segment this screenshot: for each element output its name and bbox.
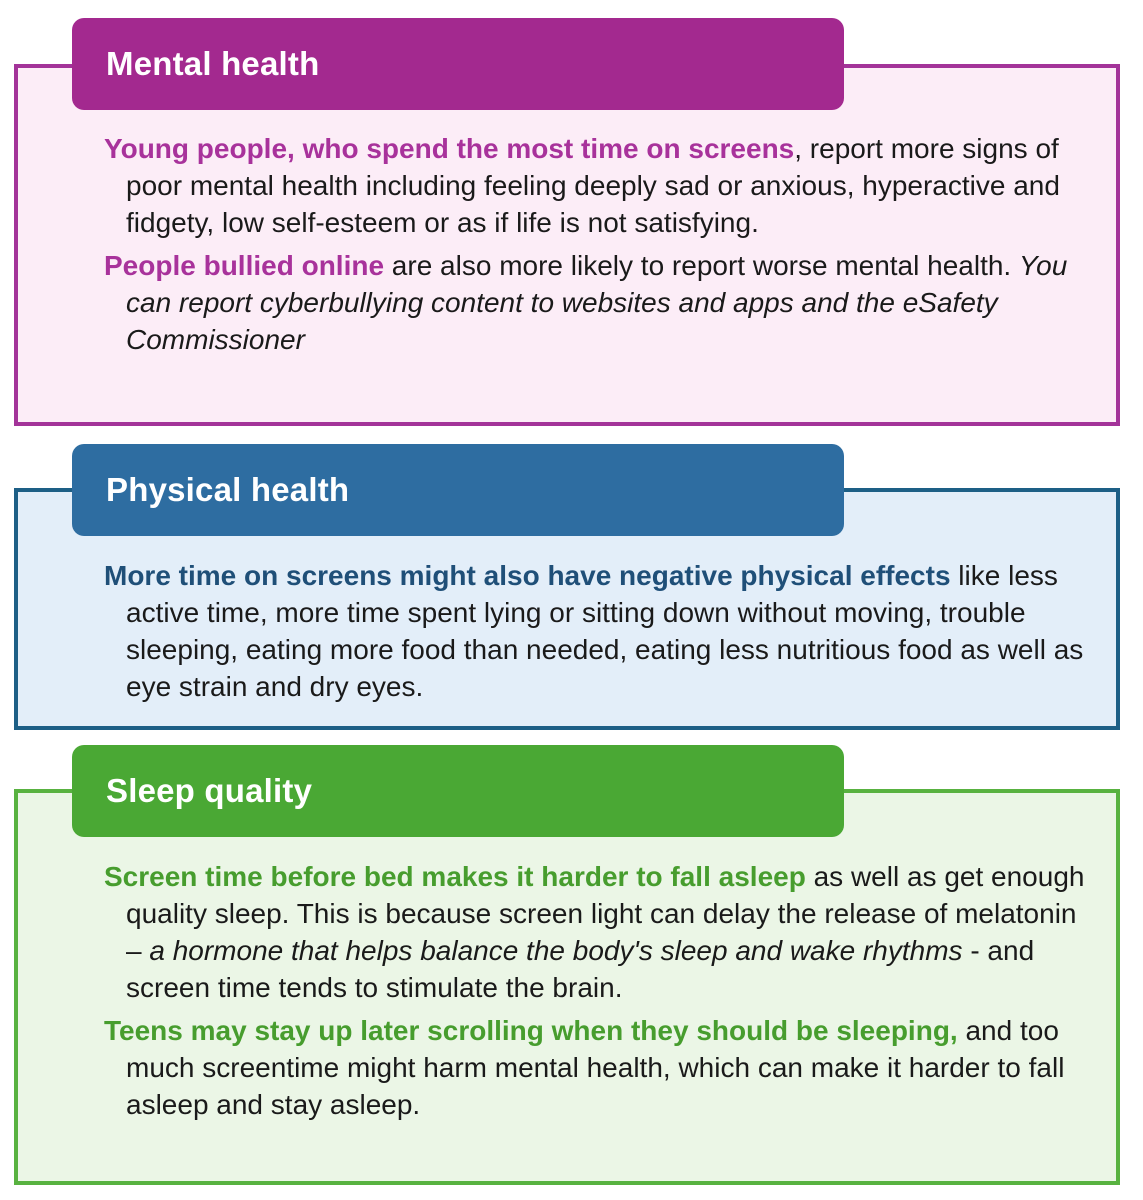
sleep-quality-paragraph-2 [104, 1012, 1094, 1123]
mental-health-text-1: , report more signs of poor mental health including feeling deeply sad or anxious, hyperactive and fidgety, low self-esteem or as if life is not satisfying. [126, 133, 1060, 238]
sleep-quality-body [104, 858, 1094, 1129]
mental-health-italic-note: You can report cyberbullying content to websites and apps and the eSafety Commissioner [126, 250, 1068, 355]
mental-health-body [104, 130, 1094, 364]
physical-health-heading: Physical health [72, 444, 844, 536]
physical-health-lead-1: More time on screens might also have negative physical effects [104, 560, 951, 591]
sleep-quality-text-1-tail: - and screen time tends to stimulate the brain. [126, 935, 1035, 1003]
physical-health-body [104, 557, 1094, 711]
sleep-quality-heading: Sleep quality [72, 745, 844, 837]
sleep-quality-lead-1: Screen time before bed makes it harder to fall asleep [104, 861, 806, 892]
mental-health-paragraph-1 [104, 130, 1094, 241]
sleep-quality-text-2: and too much screentime might harm mental health, which can make it harder to fall asleep and stay asleep. [126, 1015, 1065, 1120]
mental-health-heading: Mental health [72, 18, 844, 110]
mental-health-lead-1: Young people, who spend the most time on screens [104, 133, 795, 164]
sleep-quality-lead-2: Teens may stay up later scrolling when they should be sleeping, [104, 1015, 958, 1046]
physical-health-paragraph-1 [104, 557, 1094, 705]
physical-health-text-1: like less active time, more time spent lying or sitting down without moving, trouble sleeping, eating more food than needed, eating less nutritious food as well as eye strain and dry eyes. [126, 560, 1084, 702]
mental-health-lead-2: People bullied online [104, 250, 385, 281]
sleep-quality-italic-note: a hormone that helps balance the body's sleep and wake rhythms [149, 935, 963, 966]
mental-health-text-2: are also more likely to report worse mental health. [384, 250, 1019, 281]
sleep-quality-paragraph-1 [104, 858, 1094, 1006]
mental-health-paragraph-2 [104, 247, 1094, 358]
sleep-quality-text-1: as well as get enough quality sleep. This is because screen light can delay the release of melatonin – [126, 861, 1085, 966]
